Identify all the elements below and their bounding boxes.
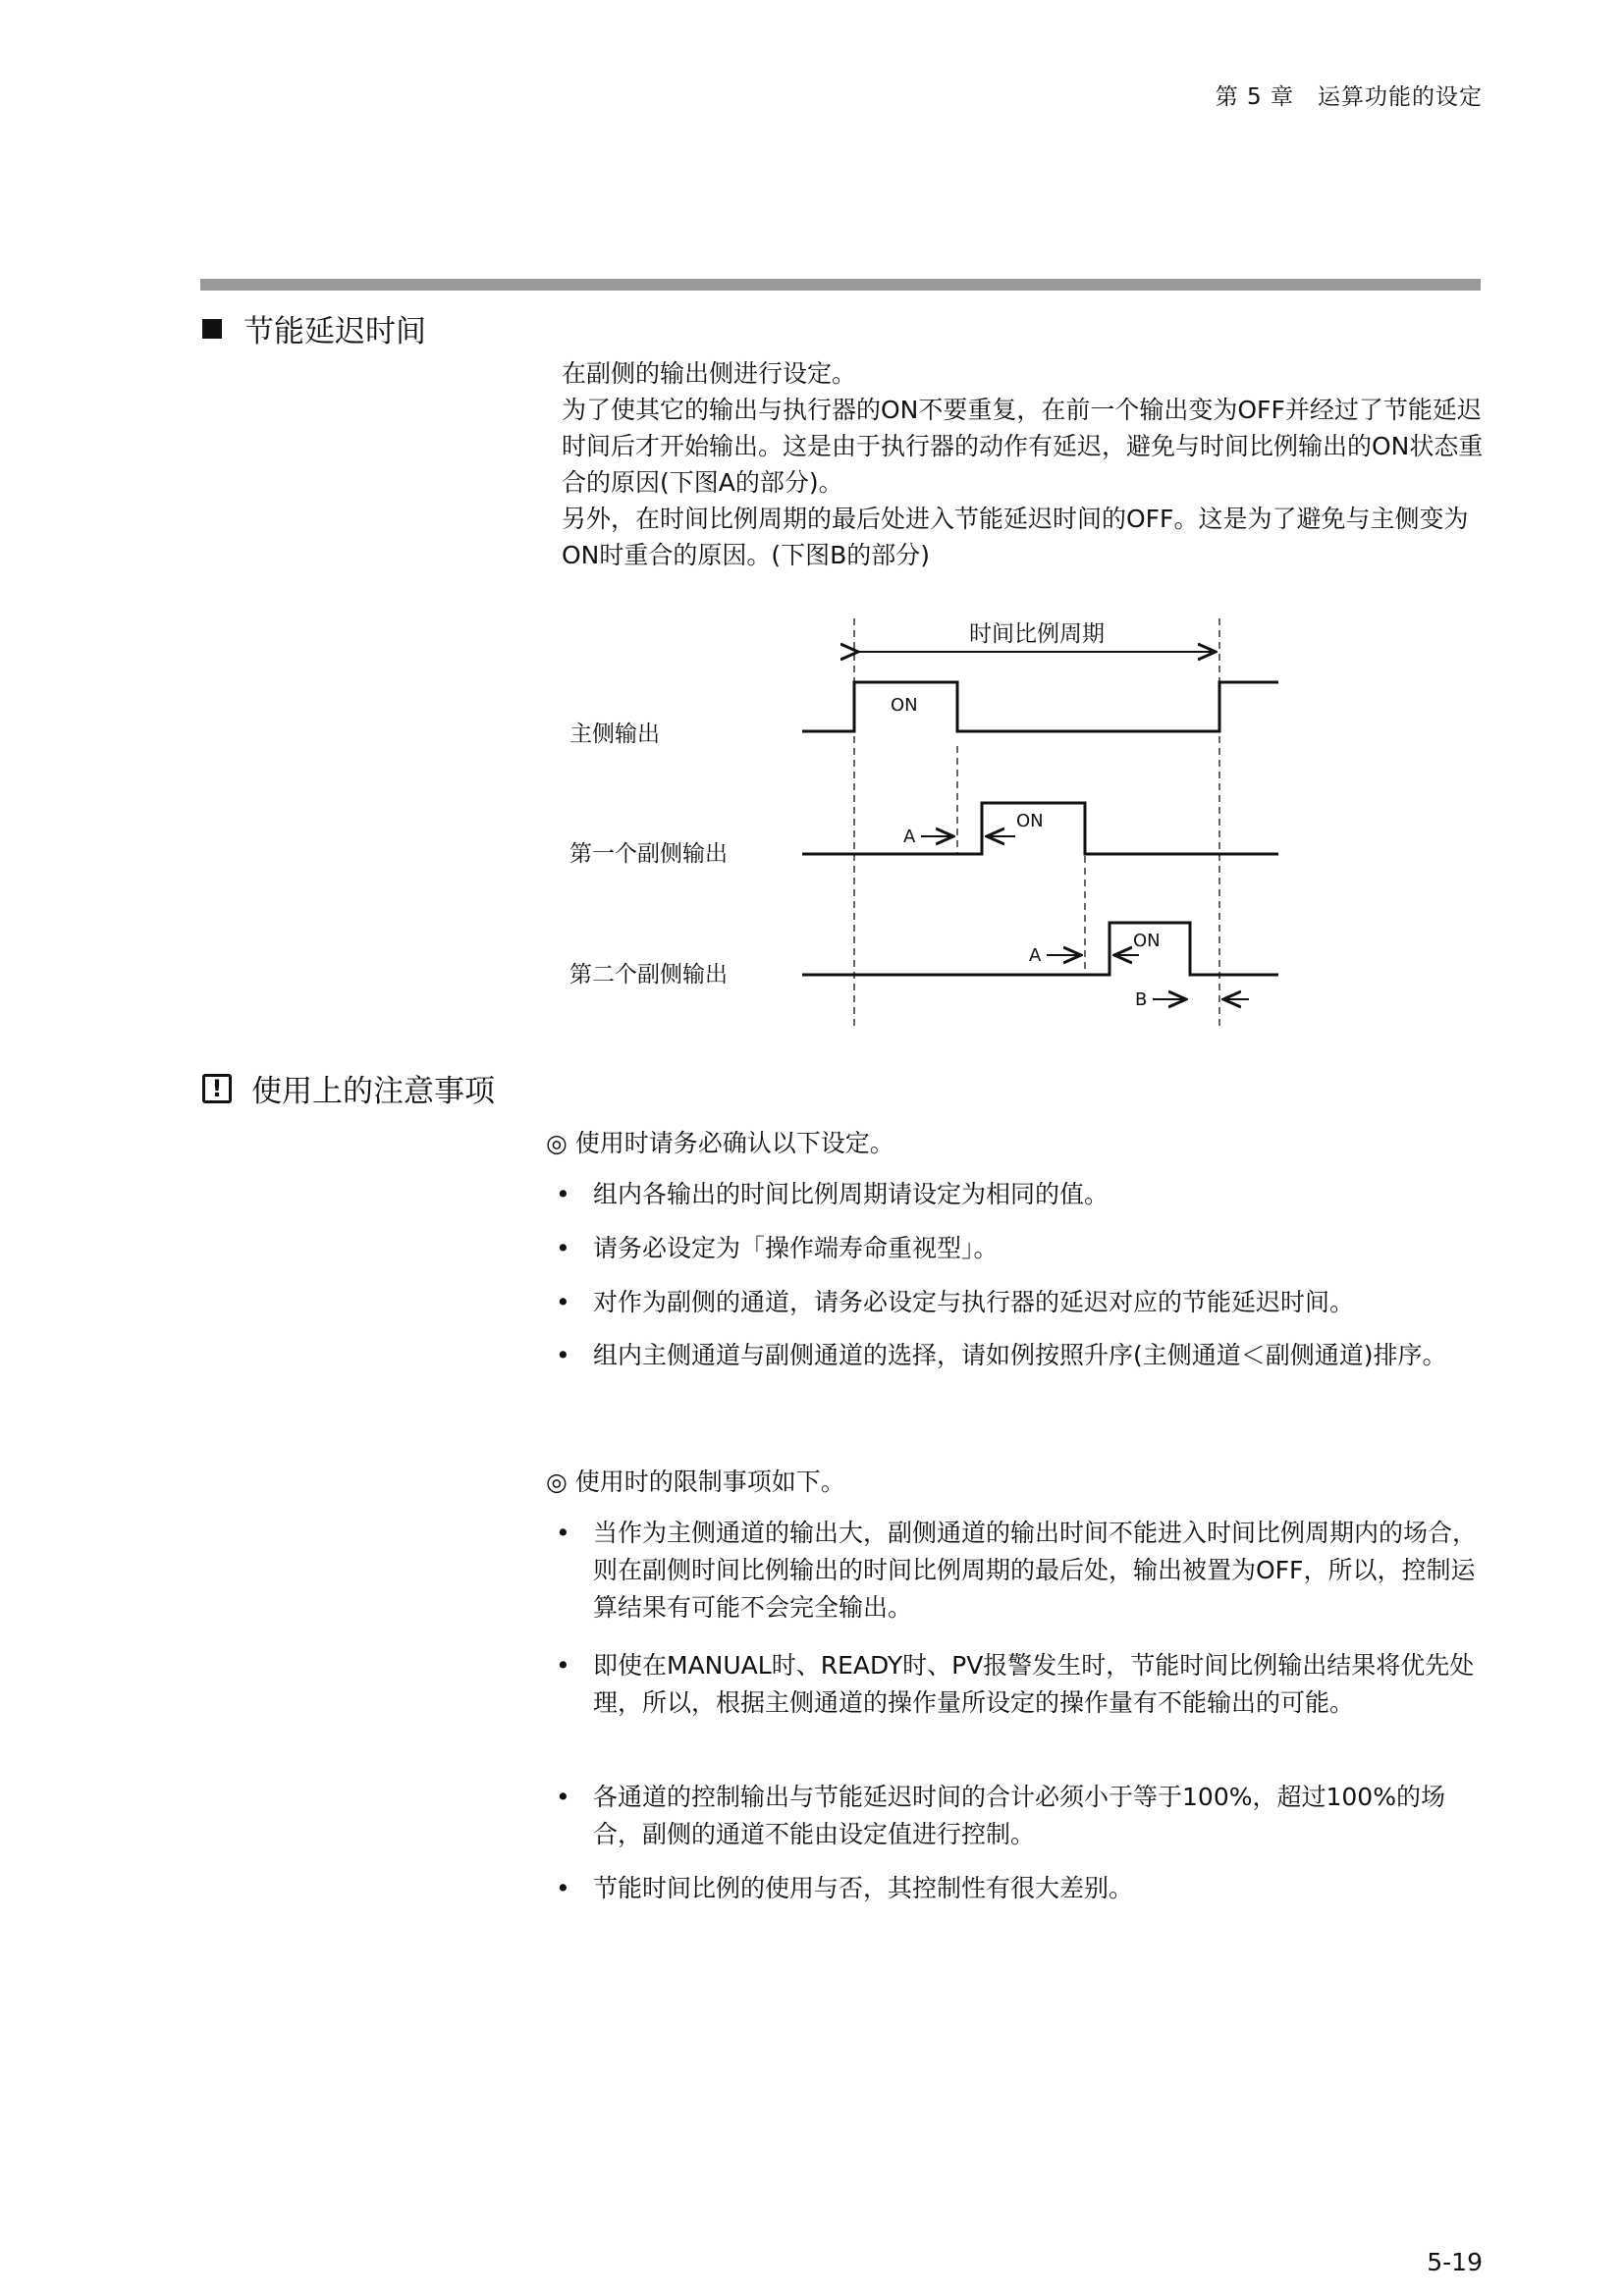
page-number: 5-19 xyxy=(1427,2248,1483,2276)
on-label: ON xyxy=(891,695,918,716)
list-item: • 当作为主侧通道的输出大，副侧通道的输出时间不能进入时间比例周期内的场合，则在副侧时间比例输出的时间比例周期的最后处，输出被置为OFF，所以，控制运算结果有可能不会完全输出。 xyxy=(556,1519,1478,1622)
paragraph: 为了使其它的输出与执行器的ON不要重复，在前一个输出变为OFF并经过了节能延迟时间后才开始输出。这是由于执行器的动作有延迟，避免与时间比例输出的ON状态重合的原因(下图A的部分)。 xyxy=(562,396,1484,497)
on-label: ON xyxy=(1133,931,1161,951)
timing-diagram xyxy=(550,599,1296,1031)
list-item: • 各通道的控制输出与节能延迟时间的合计必须小于等于100%，超过100%的场合，副侧的通道不能由设定值进行控制。 xyxy=(556,1783,1445,1848)
exclamation-icon: ! xyxy=(202,1074,232,1103)
list-item: • 请务必设定为「操作端寿命重视型」。 xyxy=(556,1234,999,1262)
section-body xyxy=(562,355,1485,573)
section-title xyxy=(202,306,426,350)
b-label: B xyxy=(1135,989,1148,1010)
period-label: 时间比例周期 xyxy=(969,621,1105,647)
caution-lead: ◎ 使用时请务必确认以下设定。 xyxy=(546,1129,894,1157)
square-bullet-icon xyxy=(202,319,222,339)
a-label: A xyxy=(1029,945,1042,966)
caution-lead: ◎ 使用时的限制事项如下。 xyxy=(546,1468,845,1496)
paragraph: 在副侧的输出侧进行设定。 xyxy=(562,359,857,388)
list-item: • 对作为副侧的通道，请务必设定与执行器的延迟对应的节能延迟时间。 xyxy=(556,1288,1355,1316)
paragraph: 另外，在时间比例周期的最后处进入节能延迟时间的OFF。这是为了避免与主侧变为ON时重合的原因。(下图B的部分) xyxy=(562,505,1469,569)
list-item: • 即使在MANUAL时、READY时、PV报警发生时，节能时间比例输出结果将优先处理，所以，根据主侧通道的操作量所设定的操作量有不能输出的可能。 xyxy=(556,1651,1475,1717)
caution-title-text: 使用上的注意事项 xyxy=(251,1074,495,1109)
main-output-label: 主侧输出 xyxy=(569,721,660,747)
list-item: • 组内主侧通道与副侧通道的选择，请如例按照升序(主侧通道＜副侧通道)排序。 xyxy=(556,1341,1447,1369)
main-output-wave xyxy=(802,682,1278,731)
chapter-header: 第 5 章 运算功能的设定 xyxy=(1215,84,1483,110)
sub1-output-label: 第一个副侧输出 xyxy=(569,841,728,867)
list-item: • 组内各输出的时间比例周期请设定为相同的值。 xyxy=(556,1180,1110,1208)
section-title-text: 节能延迟时间 xyxy=(244,314,426,349)
sub2-output-label: 第二个副侧输出 xyxy=(569,962,728,988)
caution-title xyxy=(202,1066,495,1110)
list-item: • 节能时间比例的使用与否，其控制性有很大差别。 xyxy=(556,1874,1134,1902)
a-label: A xyxy=(903,827,916,847)
section-divider xyxy=(200,279,1481,291)
on-label: ON xyxy=(1016,811,1044,831)
